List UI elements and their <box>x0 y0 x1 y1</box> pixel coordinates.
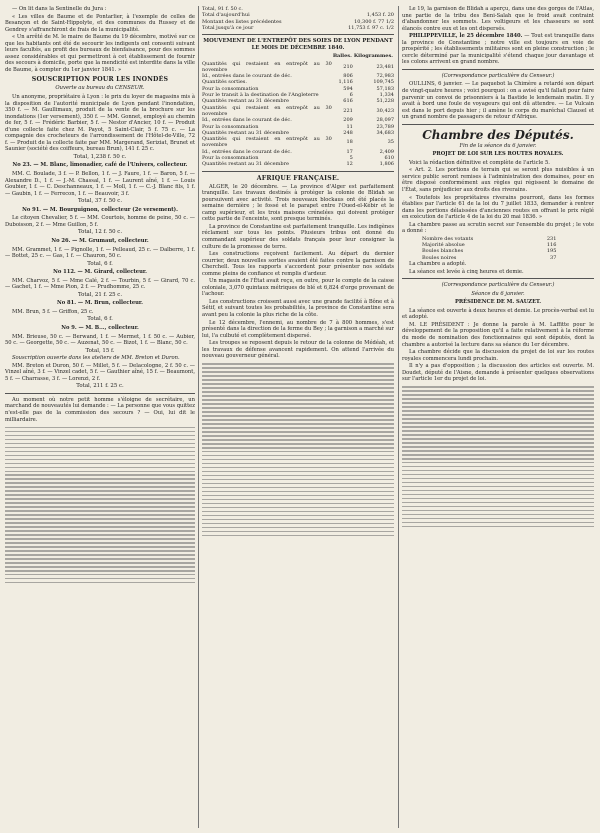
subscriber-list: MM. Brun, 5 f. — Griffon, 25 c. <box>12 308 94 315</box>
column-left <box>5 6 195 828</box>
dateline: PHILIPPEVILLE, le 25 décembre 1840. <box>409 33 523 40</box>
table-label: Quantités qui restaient en entrepôt au 30 novembre <box>202 60 332 73</box>
news-paragraph: M. LE PRÉSIDENT : Je donne la parole à M. Laffitte pour le développement de la proposition qu'il a faite relativement à la réforme du mode de nomination des fonctionnaires qui sont députés, dont la chambre a autorisé la lecture dans sa séance du 1er décembre. <box>402 321 594 348</box>
table-value: 12 <box>346 161 353 168</box>
table-label: Id., entrées dans le courant de déc. <box>202 73 292 80</box>
subscription-total: Total, 1,238 f. 50 c. <box>73 153 127 160</box>
text-block <box>402 384 594 530</box>
column-middle <box>202 6 394 828</box>
vote-table <box>422 236 556 261</box>
section-subheading: Séance du 6 janvier. <box>471 290 525 297</box>
row-value: 37 <box>550 254 557 261</box>
table-label: Quantités qui restaient en entrepôt au 30 novembre <box>202 104 332 117</box>
news-paragraph: « Un arrêté de M. le maire de Baume du 19 décembre, motivé sur ce que les habitants ont été de secourir les indigents ont consenti suivant leurs facultés, au profit des bureaux de bienfaisance, pour des sommes assez considérables et qui permettront à cet établissement de fournir des secours à domicile, porte que la mendicité est interdite dans la ville de Baume, à compter du 1er janvier 1841. » <box>5 34 195 73</box>
row-label: Montant des listes précédentes <box>202 18 282 25</box>
news-paragraph: OULLINS, 6 janvier. — Le paquebot la Chimère a retardé son départ de vingt-quatre heures ; voici pourquoi : on a avisé qu'il fallait pour faire parvenir un convoi de prisonniers à la Bastide le lendemain matin. Il y avait à bord une foule de voyageurs qui ont dû attendre. — Le Vulcain est dans le port depuis hier ; il amène le corps du maréchal Clausel et un grand nombre de passagers de retour d'Afrique. <box>402 81 594 121</box>
news-paragraph: « Toutefois les propriétaires riverains pourront, dans les formes établies par l'article 61 de la loi du 7 juillet 1833, demander à rentrer dans les portions délaissées d'anciennes routes en offrant le prix réglé en exécution de l'article 4 de la loi du 20 mai 1836. » <box>402 194 594 221</box>
table-row <box>202 161 394 167</box>
news-paragraph: ALGER, le 20 décembre. — La province d'Alger est parfaitement tranquille. Les travaux destinés à protéger la colonie de Blidah se poursuivent avec activité. Trois nouveaux blockaus ont été placés la semaine dernière ; le fossé et le parapet entre l'Oued-el-Kébir et le camp supérieur, et les trois maisons crénelées qui doivent protéger cette partie de l'enceinte, sont presque terminés. <box>202 183 394 223</box>
list-heading: No 23. — M. Blanc, limonadier, café de l'Univers, collecteur. <box>12 162 188 169</box>
column-header: Balles. <box>332 53 352 60</box>
table-value: 6 <box>349 92 353 99</box>
section-heading: SOUSCRIPTION POUR LES INONDÉS <box>31 76 169 84</box>
news-paragraph: Les troupes se reposent depuis le retour de la colonne de Médéah, et les travaux de défense avancent rapidement. On attend l'arrivée du nouveau gouverneur général. <box>202 340 394 360</box>
table-value: 5 <box>349 155 353 162</box>
column-header: Kilogrammes. <box>353 53 393 60</box>
news-paragraph: — On lit dans la Sentinelle du Jura : <box>12 6 107 12</box>
column-rule <box>198 6 199 828</box>
table-value: 72,983 <box>376 73 394 80</box>
subscriber-list: MM. Breton et Duron, 50 f. — Millet, 5 f. — Delacologne, 2 f. 50 c. — Vinzel aîné, 3 f. — Vinzel cadet, 5 f. — Gauthier aîné, 15 f. — Beaumont, 5 f. — Charrasse, 3 f. — Lorenzi, 2 f. <box>5 362 195 382</box>
table-value: 610 <box>384 155 394 162</box>
table-value: 616 <box>343 98 353 105</box>
text-block <box>202 361 394 539</box>
section-heading: AFRIQUE FRANÇAISE. <box>256 174 340 182</box>
table-value: 1,116 <box>338 79 353 86</box>
subscription-total: Total, 6 f. <box>87 260 113 267</box>
news-paragraph: Le 19, la garnison de Blidah a aperçu, dans une des gorges de l'Atlas, une partie de la tribu des Beni-Salah que le froid avait contraint d'abandonner les sommets. Les voltigeurs et les chasseurs se sont élancés contre eux et les ont dispersés. <box>402 6 594 32</box>
subscriber-list: MM. Grammet, 1 f. — Pignolle, 1 f. — Pelleaud, 25 c. — Dalberre, 1 f. — Bottet, 25 c. — Gas, 1 f. — Chauron, 50 c. <box>5 246 195 260</box>
news-paragraph: Voici la rédaction définitive et complète de l'article 5. <box>409 159 550 166</box>
news-paragraph: La chambre a adopté. <box>409 261 467 268</box>
table-row <box>202 136 394 149</box>
news-paragraph: « Les villes de Baume et de Pontarlier, à l'exemple de celles de Besançon et de Saint-Hippolyte, et des communes du Russey et de Gendrey s'affranchiront de frais de la municipalité. <box>5 13 195 33</box>
divider <box>402 278 594 279</box>
table-value: 30,423 <box>376 107 394 114</box>
chamber-title: Chambre des Députés. <box>422 127 574 142</box>
news-paragraph: La province de Constantine est parfaitement tranquille. Les indigènes réclament sur tous les points. Plusieurs tribus ont donné du commandant supérieur des soldats français pour leur consigner la culture de la promesse de terre. <box>202 223 394 250</box>
table-label: Quantités restant au 31 décembre <box>202 129 289 136</box>
column-right <box>402 6 594 828</box>
presidency-heading: PRÉSIDENCE DE M. SAUZET. <box>454 299 542 306</box>
row-label: Boules blanches <box>422 248 464 255</box>
subscription-total: Total, 37 f. 50 c. <box>77 198 123 205</box>
table-value: 2,409 <box>379 148 394 155</box>
subscriber-list: MM. Brieuse, 50 c. — Berwand, 1 f. — Mermet, 1 f. 50 c. — Aubier, 50 c. — Georgette, 50 c. — Auzenat, 50 c. — Bizot, 1 f. — Blanc, 50 c. <box>5 333 195 347</box>
divider <box>202 171 394 172</box>
column-header <box>202 52 332 60</box>
total-row <box>202 25 394 31</box>
table-row <box>202 105 394 118</box>
row-value: 231 <box>546 235 557 242</box>
list-heading: No 81. — M. Brun, collecteur. <box>56 300 143 307</box>
news-text: — Tout est tranquille dans la province de Constantine ; notre ville est toujours en voie de prospérité ; les établissements militaires sont en pleine construction ; le cercle déterminé par la municipalité s'étend chaque jour davantage et les colons arrivent en grand nombre. <box>402 33 594 66</box>
subscription-total: Total, 15 f. <box>85 347 115 354</box>
table-row <box>202 61 394 74</box>
table-label: Quantités restant au 31 décembre <box>202 98 289 105</box>
table-value: 594 <box>343 85 353 92</box>
table-value: 109,745 <box>373 79 394 86</box>
row-label: Majorité absolue <box>422 242 465 249</box>
list-heading: No 112. — M. Girard, collecteur. <box>53 269 147 276</box>
news-paragraph: La chambre décide que la discussion du projet de loi sur les routes royales commencera lundi prochain. <box>402 349 594 362</box>
table-value: 1,806 <box>379 161 394 168</box>
list-heading: No 9. — M. B..., collecteur. <box>61 324 139 331</box>
divider <box>402 69 594 70</box>
subscription-total: Total, 211 f. 25 c. <box>76 383 124 390</box>
totals-table <box>202 6 394 31</box>
news-paragraph: La séance est levée à cinq heures et demie. <box>409 268 524 275</box>
table-title: MOUVEMENT DE L'ENTREPÔT DES SOIES DE LYON PENDANT LE MOIS DE DÉCEMBRE 1840. <box>203 38 393 51</box>
divider <box>202 34 394 35</box>
text-block <box>5 424 195 586</box>
table-label: Quantités sorties. <box>202 79 247 86</box>
news-paragraph: La chambre passe au scrutin secret sur l'ensemble du projet ; le vote a donné : <box>402 221 594 235</box>
subscription-total: Total, 6 f. <box>87 316 113 323</box>
divider <box>5 393 195 394</box>
row-label: Total d'aujourd'hui <box>202 12 250 19</box>
table-value: 1,334 <box>379 92 394 99</box>
table-value: 18 <box>346 139 353 146</box>
row-label: Nombre des votants <box>422 235 474 242</box>
section-subheading: (Correspondance particulière du Censeur.) <box>441 282 555 289</box>
table-label: Pour la consommation <box>202 85 259 92</box>
chamber-subtitle: Fin de la séance du 6 janvier. <box>459 142 537 149</box>
row-value: 116 <box>546 242 557 249</box>
row-value: 195 <box>546 248 557 255</box>
news-paragraph: Le 12 décembre, l'ennemi, au nombre de 7 à 800 hommes, s'est présenté dans la direction de la ferme du Bey ; la garnison a marché sur lui, l'a culbuté et complètement dispersé. <box>202 319 394 339</box>
news-paragraph: Au moment où notre petit homme s'éloigne de secrétaire, un marchand de nouveautés lui demande : — La personne que vous quittez n'est-elle pas de la commission des secours ? — Oui, lui dit le milliardaire. <box>5 396 195 423</box>
news-paragraph: Les constructions croissent aussi avec une grande facilité à Bône et à Sétif, et suivant toutes les probabilités, la province de Constantine sera avant peu la colonie la plus riche de la côte. <box>202 298 394 319</box>
table-value: 28,097 <box>376 117 394 124</box>
table-label: Id., entrées dans le courant de déc. <box>202 117 292 124</box>
table-value: 35 <box>387 139 394 146</box>
row-value: 10,300 f. 77 1/2 <box>354 18 394 25</box>
row-label: Total jusqu'à ce jour <box>202 24 254 31</box>
subscriber-list: Le citoyen Chevalier, 5 f. — MM. Courtois, homme de peine, 50 c. — Duboisson, 2 f. — Mme Guillon, 5 f. <box>5 215 195 228</box>
table-value: 210 <box>343 63 353 70</box>
news-paragraph: Les constructions reçoivent facilement. Au départ du dernier courrier, deux nouvelles sorties avaient été faites contre la garnison de Cherchell. Tous les rapports s'accordent pour présenter nos soldats comme pleins de confiance et remplis d'ardeur. <box>202 251 394 277</box>
table-value: 209 <box>343 117 353 124</box>
news-paragraph: « Art. 2. Les portions de terrain qui se seront plus nuisibles à un service public seront remises à l'administration des domaines, pour en être disposé conformément aux règles qui régissent le domaine de l'État, sans préjudicier aux droits des riverains. <box>402 167 594 194</box>
list-heading: No 26. — M. Grumaut, collecteur. <box>51 237 149 244</box>
subscription-total: Total, 21 f. 25 c. <box>77 291 123 298</box>
table-value: 23,481 <box>376 63 394 70</box>
table-label: Pour la consommation <box>202 123 259 130</box>
table-value: 51,228 <box>376 98 394 105</box>
table-value: 221 <box>343 107 353 114</box>
bill-heading: PROJET DE LOI SUR LES ROUTES ROYALES. <box>432 151 564 158</box>
table-value: 248 <box>343 129 353 136</box>
table-value: 11 <box>346 123 353 130</box>
table-label: Quantités restant au 31 décembre <box>202 161 289 168</box>
table-value: 57,183 <box>376 85 394 92</box>
table-value: 34,683 <box>376 129 394 136</box>
table-value: 17 <box>346 148 353 155</box>
column-rule <box>398 6 399 828</box>
subscription-heading: Souscription ouverte dans les ateliers de MM. Breton et Duron. <box>12 355 180 362</box>
subscriber-list: MM. Charvoz, 5 f. — Mme Calé, 2 f. — Tourbin, 5 f. — Girard, 70 c. — Gachet, 1 f. — Mme Pion, 2 f. — Prudhomme, 25 c. <box>5 277 195 291</box>
row-value: 1,453 f. 20 <box>366 12 394 19</box>
table-value: 23,789 <box>376 123 394 130</box>
news-paragraph: Il n'y a pas d'opposition ; la discussion des articles est ouverte. M. Doudet, député de l'Aisne, demande à présenter quelques observations sur l'article 1er du projet de loi. <box>402 363 594 383</box>
list-heading: No 91. — M. Bourguignon, collecteur (2e versement). <box>22 206 178 213</box>
subscriber-list: MM. C. Boulade, 3 f. — P. Bellon, 1 f. — J. Faure, 1 f. — Baron, 5 f. — Alexandre D., 1 f. — J.-M. Chassal, 1 f. — Laurent aîné, 1 f. — Louis Goubier, 1 f. — C. Deschanneaux, 1 f. — Moll, 1 f. — C.-J. Blanc fils, 1 f. — Gaubin, 1 f. — Ferrecon, 1 f. — Beauvoir, 3 f. <box>5 171 195 197</box>
news-paragraph: La séance est ouverte à deux heures et demie. Le procès-verbal est lu et adopté. <box>402 307 594 321</box>
subscription-paragraph: Un anonyme, propriétaire à Lyon : le prix du loyer de magasins mis à la disposition de l'autorité municipale de Lyon pendant l'inondation, 350 f. — M. Gaullimaux, produit de la vente de la brochure sur les inondations (1er versement), 350 f. — MM. Gonnet, employé au chemin de fer, 5 f. — Frédéric Barbier, 5 f. — Nestor d'Ancier, 10 f. — Produit d'une collecte faite chez M. Payot, 5 Saint-Clair, 5 f. 75 c. — La compagnie des crocheteurs de l'arrondissement de l'Hôtel-de-Ville, 72 f. — Produit de la collecte faite par MM. Margerand, Seriziat, Brunet et Saunier (société des coiffeurs, bureau Brun), 141 f. 25 c. <box>5 94 195 153</box>
table-value: 806 <box>343 73 353 80</box>
table-label: Pour le transit à la destination de l'Angleterre <box>202 92 319 99</box>
divider <box>402 124 594 125</box>
warehouse-table <box>202 52 394 167</box>
table-label: Id., entrées dans le courant de déc. <box>202 148 292 155</box>
subscription-total: Total, 12 f. 50 c. <box>77 229 123 236</box>
table-label: Quantités qui restaient en entrepôt au 30 novembre <box>202 136 332 149</box>
row-label: Boules noires <box>422 254 457 261</box>
row-label: Total, 91 f. 50 c. <box>202 6 243 12</box>
section-subheading: Ouverte au bureau du CENSEUR. <box>55 85 145 92</box>
section-subheading: (Correspondance particulière du Censeur.) <box>441 72 555 79</box>
news-paragraph: Un magasin de l'État avait reçu, en outre, pour le compte de la caisse coloniale, 3,070 quintaux métriques de blé et 6,824 d'orge provenant de l'achour. <box>202 278 394 298</box>
table-label: Pour la consommation <box>202 155 259 162</box>
row-value: 11,753 f. 97 c. 1/2 <box>348 24 394 31</box>
